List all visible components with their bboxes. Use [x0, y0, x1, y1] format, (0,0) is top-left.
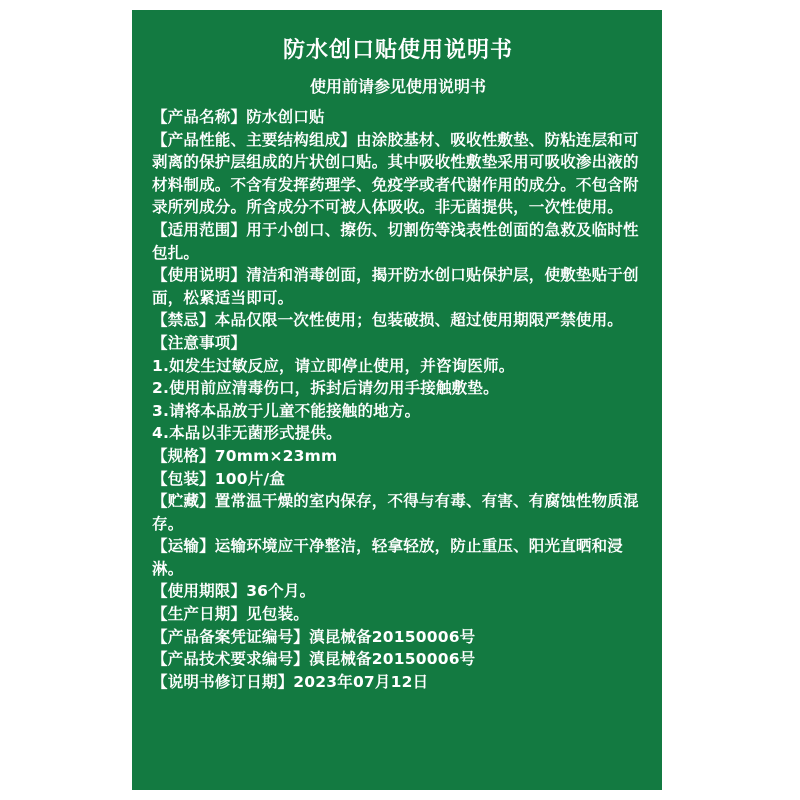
scope-paragraph: 【适用范围】用于小创口、擦伤、切割伤等浅表性创面的急救及临时性包扎。 [152, 220, 639, 262]
packaging-line: 【包装】100片/盒 [152, 469, 286, 488]
expiry-line: 【使用期限】36个月。 [152, 582, 316, 601]
product-performance-paragraph: 【产品性能、主要结构组成】由涂胶基材、吸收性敷垫、防粘连层和可剥离的保护层组成的片状创口贴。其中吸收性敷垫采用可吸收渗出液的材料制成。不含有发挥药理学、免疫学或者代谢作用的成分。不包含附录所列成分。所含成分不可被人体吸收。非无菌提供，一次性使用。 [152, 130, 639, 217]
production-date-line: 【生产日期】见包装。 [152, 605, 310, 624]
precaution-item-3: 3.请将本品放于儿童不能接触的地方。 [152, 401, 421, 420]
instruction-card [132, 10, 662, 790]
precaution-item-4: 4.本品以非无菌形式提供。 [152, 424, 342, 443]
document-subtitle: 使用前请参见使用说明书 [309, 77, 486, 96]
storage-paragraph: 【贮藏】置常温干燥的室内保存，不得与有毒、有害、有腐蚀性物质混存。 [152, 492, 639, 533]
contraindication-line: 【禁忌】本品仅限一次性使用；包装破损、超过使用期限严禁使用。 [152, 311, 624, 330]
technical-requirement-line: 【产品技术要求编号】滇昆械备20150006号 [152, 650, 476, 669]
precautions-heading: 【注意事项】 [152, 333, 247, 352]
registration-number-line: 【产品备案凭证编号】滇昆械备20150006号 [152, 627, 476, 646]
document-body [152, 106, 644, 693]
revision-date-line: 【说明书修订日期】2023年07月12日 [152, 672, 429, 691]
document-title: 防水创口贴使用说明书 [282, 38, 513, 63]
transport-paragraph: 【运输】运输环境应干净整洁，轻拿轻放，防止重压、阳光直晒和浸淋。 [152, 537, 624, 578]
precaution-item-2: 2.使用前应清毒伤口，拆封后请勿用手接触敷垫。 [152, 379, 499, 398]
usage-paragraph: 【使用说明】清洁和消毒创面，揭开防水创口贴保护层，使敷垫贴于创面，松紧适当即可。 [152, 266, 639, 307]
specification-line: 【规格】70mm×23mm [152, 446, 338, 465]
product-name-line: 【产品名称】防水创口贴 [152, 108, 325, 126]
precaution-item-1: 1.如发生过敏反应，请立即停止使用，并咨询医师。 [152, 356, 515, 375]
